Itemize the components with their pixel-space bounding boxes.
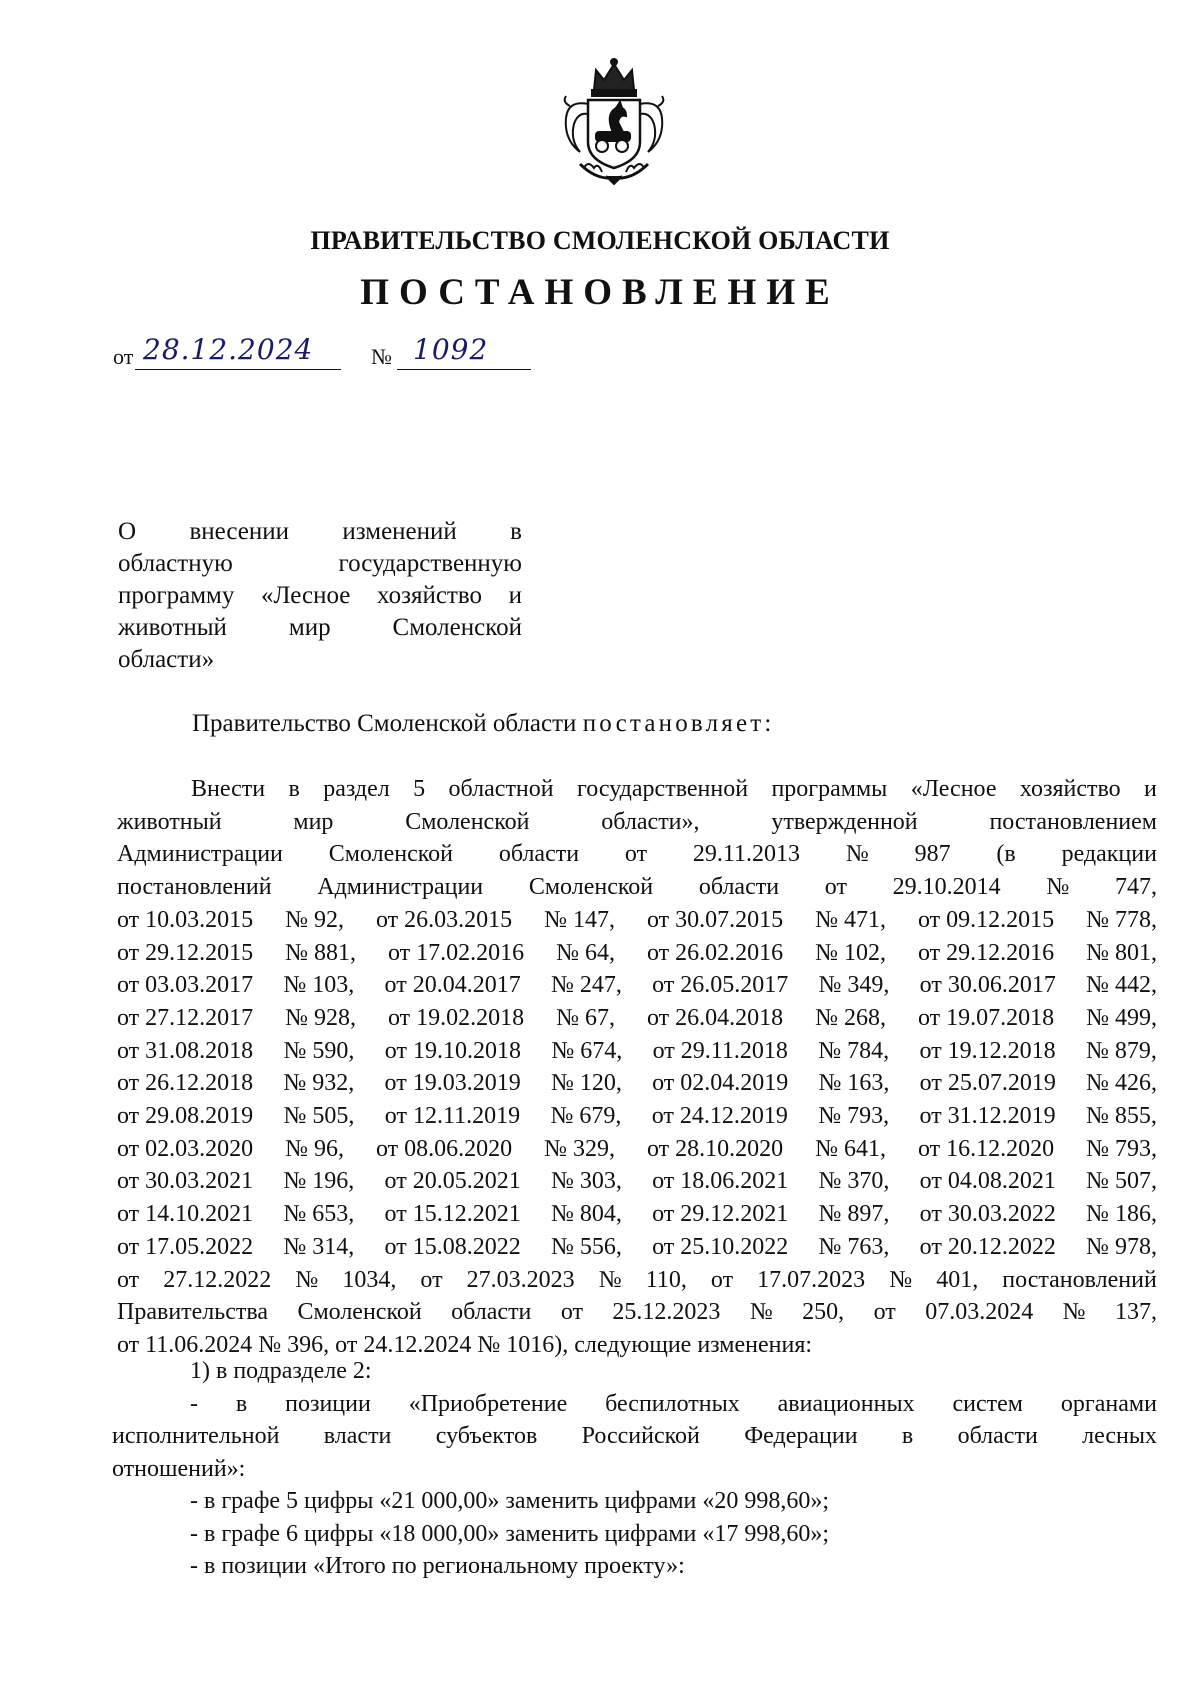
text-token: животный bbox=[118, 614, 227, 641]
title-line bbox=[118, 548, 522, 580]
text-token: программу bbox=[118, 582, 235, 609]
text-token: и bbox=[1144, 776, 1157, 802]
text-token: лесных bbox=[1082, 1423, 1157, 1449]
text-token: от bbox=[117, 1266, 140, 1293]
text-token: от 16.12.2020 bbox=[917, 1135, 1055, 1162]
text-token: № 879, bbox=[1086, 1037, 1157, 1064]
text-token: № bbox=[295, 1266, 319, 1293]
text-token: в bbox=[510, 518, 522, 545]
text-token: 110, bbox=[645, 1266, 687, 1293]
text-token: позиции bbox=[285, 1390, 371, 1417]
text-token: № 196, bbox=[283, 1168, 355, 1195]
text-token: Администрации bbox=[317, 874, 484, 901]
text-token: от bbox=[824, 874, 847, 901]
text-token: от 18.06.2021 bbox=[652, 1168, 789, 1195]
text-token: Правительства bbox=[117, 1299, 269, 1326]
text-token: № 793, bbox=[1086, 1135, 1157, 1162]
paragraph-line bbox=[117, 969, 1157, 1002]
text-token: - в позиции «Итого по региональному проекту»: bbox=[190, 1553, 685, 1579]
text-token: от 08.06.2020 bbox=[375, 1135, 513, 1162]
paragraph-line bbox=[117, 1002, 1157, 1035]
text-token: области bbox=[698, 874, 780, 901]
amendment-items bbox=[112, 1355, 1157, 1583]
government-name: ПРАВИТЕЛЬСТВО СМОЛЕНСКОЙ ОБЛАСТИ bbox=[310, 226, 890, 255]
text-token: - в графе 6 цифры «18 000,00» заменить цифрами «17 998,60»; bbox=[190, 1520, 830, 1547]
text-token: исполнительной bbox=[112, 1423, 280, 1449]
text-token: № 102, bbox=[815, 939, 886, 966]
text-token: № 784, bbox=[818, 1037, 890, 1064]
text-token: беспилотных bbox=[605, 1390, 740, 1417]
text-token: от 31.08.2018 bbox=[117, 1037, 254, 1064]
text-token: от 19.10.2018 bbox=[384, 1037, 521, 1064]
text-token: № 679, bbox=[550, 1103, 622, 1130]
text-token: от 26.12.2018 bbox=[117, 1070, 254, 1097]
text-token: от 29.12.2016 bbox=[917, 939, 1055, 966]
text-token: - в графе 5 цифры «21 000,00» заменить цифрами «20 998,60»; bbox=[190, 1488, 830, 1514]
text-token: № 147, bbox=[544, 906, 616, 933]
text-token: «Лесное bbox=[910, 776, 997, 802]
text-token: 250, bbox=[802, 1299, 845, 1326]
text-token: № 186, bbox=[1086, 1201, 1157, 1228]
paragraph-line bbox=[117, 773, 1157, 806]
item-line bbox=[112, 1485, 1157, 1518]
text-token: № 268, bbox=[815, 1004, 886, 1031]
item-line bbox=[112, 1420, 1157, 1453]
text-token: № 793, bbox=[818, 1103, 890, 1130]
text-token: № 897, bbox=[818, 1201, 890, 1228]
text-token: области» bbox=[118, 646, 215, 673]
text-token: области bbox=[451, 1299, 532, 1326]
paragraph-line bbox=[117, 1198, 1157, 1231]
text-token: постановлений bbox=[1002, 1266, 1157, 1293]
text-token: № 163, bbox=[818, 1070, 890, 1097]
document-type: ПОСТАНОВЛЕНИЕ bbox=[360, 272, 840, 313]
preamble bbox=[192, 710, 775, 738]
text-token: от 20.04.2017 bbox=[384, 972, 521, 999]
text-token: 987 bbox=[914, 841, 951, 868]
text-token: от 26.05.2017 bbox=[652, 972, 789, 999]
text-token: от 19.02.2018 bbox=[387, 1004, 525, 1031]
text-token: от 10.03.2015 bbox=[117, 906, 254, 933]
text-token: внесении bbox=[189, 518, 289, 545]
text-token: от 19.07.2018 bbox=[917, 1004, 1055, 1031]
paragraph-line bbox=[117, 1100, 1157, 1133]
text-token: «Лесное bbox=[261, 582, 351, 609]
preamble-text: Правительство Смоленской области bbox=[192, 710, 583, 737]
title-line bbox=[118, 644, 522, 676]
paragraph-line bbox=[117, 904, 1157, 937]
text-token: 5 bbox=[413, 776, 426, 802]
text-token: 27.12.2022 bbox=[163, 1266, 272, 1293]
text-token: областной bbox=[448, 776, 554, 802]
text-token: № 314, bbox=[283, 1233, 355, 1260]
text-token: от 15.12.2021 bbox=[384, 1201, 521, 1228]
text-token: области bbox=[957, 1423, 1038, 1449]
text-token: авиационных bbox=[777, 1390, 915, 1417]
text-token: от 20.12.2022 bbox=[919, 1233, 1056, 1260]
text-token: мир bbox=[288, 614, 331, 641]
text-token: постановлений bbox=[117, 874, 272, 901]
item-line bbox=[112, 1518, 1157, 1551]
text-token: № bbox=[845, 841, 869, 868]
text-token: № 590, bbox=[283, 1037, 355, 1064]
text-token: № 349, bbox=[818, 972, 890, 999]
text-token: от 29.08.2019 bbox=[117, 1103, 254, 1130]
text-token: животный bbox=[117, 808, 222, 835]
text-token: № bbox=[889, 1266, 913, 1293]
text-token: № bbox=[598, 1266, 622, 1293]
text-token: Смоленской bbox=[328, 841, 454, 868]
text-token: от bbox=[873, 1299, 896, 1326]
text-token: № 932, bbox=[283, 1070, 355, 1097]
text-token: 1034, bbox=[342, 1266, 397, 1293]
text-token: № 67, bbox=[556, 1004, 616, 1031]
text-token: № 96, bbox=[285, 1135, 345, 1162]
text-token: № bbox=[1046, 874, 1070, 901]
text-token: № 247, bbox=[550, 972, 622, 999]
main-paragraph bbox=[117, 773, 1157, 1362]
text-token: от 31.12.2019 bbox=[919, 1103, 1056, 1130]
date-label: от bbox=[113, 344, 134, 369]
text-token: области», bbox=[601, 808, 700, 835]
text-token: от bbox=[710, 1266, 734, 1293]
smolensk-coat-of-arms-icon bbox=[556, 56, 672, 186]
text-token: № 881, bbox=[285, 939, 357, 966]
text-token: 25.12.2023 bbox=[612, 1299, 721, 1326]
text-token: от 20.05.2021 bbox=[384, 1168, 521, 1195]
date-value: 28.12.2024 bbox=[143, 333, 314, 366]
text-token: № 103, bbox=[283, 972, 355, 999]
text-token: от 03.03.2017 bbox=[117, 972, 254, 999]
paragraph-line bbox=[117, 1133, 1157, 1166]
text-token: № 801, bbox=[1086, 939, 1157, 966]
text-token: 27.03.2023 bbox=[466, 1266, 575, 1293]
item-line bbox=[112, 1453, 1157, 1486]
text-token: от 19.12.2018 bbox=[919, 1037, 1056, 1064]
text-token: № 329, bbox=[544, 1135, 616, 1162]
text-token: Смоленской bbox=[392, 614, 522, 641]
date-underline bbox=[135, 369, 341, 370]
text-token: от 24.12.2019 bbox=[651, 1103, 788, 1130]
text-token: от 26.04.2018 bbox=[646, 1004, 784, 1031]
text-token: от 29.12.2021 bbox=[652, 1201, 789, 1228]
text-token: № bbox=[749, 1299, 773, 1326]
text-token: от 30.03.2022 bbox=[919, 1201, 1056, 1228]
text-token: № 778, bbox=[1086, 906, 1157, 933]
text-token: 747, bbox=[1114, 874, 1157, 901]
paragraph-line bbox=[117, 838, 1157, 871]
text-token: в bbox=[901, 1423, 914, 1449]
text-token: Смоленской bbox=[297, 1299, 422, 1326]
number-value: 1092 bbox=[413, 333, 489, 366]
number-label: № bbox=[371, 344, 392, 369]
text-token: № 641, bbox=[815, 1135, 886, 1162]
paragraph-line bbox=[117, 1296, 1157, 1329]
text-token: О bbox=[118, 518, 137, 545]
text-token: (в bbox=[996, 841, 1016, 868]
text-token: от 30.06.2017 bbox=[919, 972, 1056, 999]
text-token: от 25.07.2019 bbox=[919, 1070, 1056, 1097]
text-token: № 855, bbox=[1086, 1103, 1157, 1130]
text-token: мир bbox=[293, 808, 334, 835]
paragraph-line bbox=[117, 937, 1157, 970]
text-token: от 15.08.2022 bbox=[384, 1233, 521, 1260]
text-token: от 28.10.2020 bbox=[646, 1135, 784, 1162]
text-token: от 27.12.2017 bbox=[117, 1004, 254, 1031]
text-token: власти bbox=[323, 1423, 392, 1449]
text-token: отношений»: bbox=[112, 1455, 246, 1482]
text-token: от 11.06.2024 № 396, от 24.12.2024 № 1016), следующие изменения: bbox=[117, 1331, 813, 1358]
text-token: от 26.02.2016 bbox=[646, 939, 784, 966]
text-token: Администрации bbox=[117, 841, 283, 868]
text-token: № 303, bbox=[550, 1168, 622, 1195]
text-token: от 12.11.2019 bbox=[384, 1103, 521, 1130]
text-token: № 499, bbox=[1086, 1004, 1157, 1031]
text-token: № 120, bbox=[550, 1070, 622, 1097]
text-token: от bbox=[624, 841, 648, 868]
text-token: от bbox=[560, 1299, 583, 1326]
text-token: от 19.03.2019 bbox=[384, 1070, 521, 1097]
text-token: от 09.12.2015 bbox=[917, 906, 1055, 933]
text-token: Федерации bbox=[744, 1423, 858, 1449]
paragraph-line bbox=[117, 806, 1157, 839]
text-token: и bbox=[508, 582, 522, 609]
text-token: № 556, bbox=[550, 1233, 622, 1260]
text-token: в bbox=[288, 776, 300, 802]
text-token: от 17.02.2016 bbox=[387, 939, 525, 966]
text-token: 07.03.2024 bbox=[925, 1299, 1034, 1326]
text-token: от 14.10.2021 bbox=[117, 1201, 254, 1228]
text-token: - bbox=[190, 1390, 198, 1417]
text-token: государственной bbox=[577, 776, 749, 802]
text-token: программы bbox=[771, 776, 888, 802]
text-token: 29.11.2013 bbox=[692, 841, 801, 868]
text-token: органами bbox=[1060, 1390, 1157, 1417]
text-token: от 02.03.2020 bbox=[117, 1135, 254, 1162]
text-token: от 25.10.2022 bbox=[652, 1233, 789, 1260]
text-token: № 442, bbox=[1086, 972, 1157, 999]
text-token: раздел bbox=[323, 776, 390, 802]
text-token: № 92, bbox=[285, 906, 345, 933]
text-token: в bbox=[235, 1390, 248, 1417]
text-token: от 17.05.2022 bbox=[117, 1233, 254, 1260]
document-title bbox=[118, 516, 522, 676]
text-token: от 04.08.2021 bbox=[919, 1168, 1056, 1195]
text-token: Российской bbox=[581, 1423, 700, 1449]
text-token: № 471, bbox=[815, 906, 886, 933]
text-token: № bbox=[1062, 1299, 1086, 1326]
paragraph-line bbox=[117, 1231, 1157, 1264]
text-token: № 928, bbox=[285, 1004, 357, 1031]
text-token: утвержденной bbox=[771, 808, 918, 835]
paragraph-line bbox=[117, 1165, 1157, 1198]
text-token: от 29.11.2018 bbox=[652, 1037, 788, 1064]
text-token: № 370, bbox=[818, 1168, 890, 1195]
title-line bbox=[118, 516, 522, 548]
text-token: 17.07.2023 bbox=[757, 1266, 866, 1293]
text-token: № 978, bbox=[1086, 1233, 1157, 1260]
text-token: от 29.12.2015 bbox=[117, 939, 254, 966]
text-token: Смоленской bbox=[528, 874, 654, 901]
text-token: 137, bbox=[1114, 1299, 1157, 1326]
paragraph-line bbox=[117, 1264, 1157, 1297]
text-token: областную bbox=[118, 550, 233, 577]
text-token: изменений bbox=[342, 518, 457, 545]
text-token: систем bbox=[952, 1390, 1023, 1417]
paragraph-line bbox=[117, 1067, 1157, 1100]
preamble-spaced-word: постановляет: bbox=[582, 710, 775, 737]
item-line bbox=[112, 1388, 1157, 1421]
text-token: государственную bbox=[338, 550, 522, 577]
text-token: 29.10.2014 bbox=[892, 874, 1001, 901]
paragraph-line bbox=[117, 871, 1157, 904]
text-token: № 674, bbox=[551, 1037, 623, 1064]
text-token: области bbox=[498, 841, 580, 868]
text-token: № 763, bbox=[818, 1233, 890, 1260]
text-token: от 30.07.2015 bbox=[646, 906, 784, 933]
text-token: от 02.04.2019 bbox=[652, 1070, 789, 1097]
text-token: 1) в подразделе 2: bbox=[190, 1358, 372, 1384]
text-token: Внести bbox=[191, 776, 266, 802]
title-line bbox=[118, 612, 522, 644]
text-token: хозяйство bbox=[377, 582, 482, 609]
text-token: № 804, bbox=[550, 1201, 622, 1228]
text-token: от 26.03.2015 bbox=[375, 906, 513, 933]
text-token: № 505, bbox=[283, 1103, 355, 1130]
date-number-line bbox=[113, 333, 613, 378]
text-token: № 653, bbox=[283, 1201, 355, 1228]
paragraph-line bbox=[117, 1035, 1157, 1068]
text-token: от 30.03.2021 bbox=[117, 1168, 254, 1195]
text-token: 401, bbox=[936, 1266, 979, 1293]
text-token: хозяйство bbox=[1019, 776, 1121, 802]
item-line bbox=[112, 1550, 1157, 1583]
text-token: от bbox=[420, 1266, 443, 1293]
text-token: «Приобретение bbox=[408, 1390, 568, 1417]
item-line bbox=[112, 1355, 1157, 1388]
text-token: постановлением bbox=[989, 808, 1157, 835]
title-line bbox=[118, 580, 522, 612]
text-token: № 64, bbox=[556, 939, 616, 966]
text-token: № 426, bbox=[1086, 1070, 1157, 1097]
text-token: Смоленской bbox=[405, 808, 530, 835]
number-underline bbox=[397, 369, 531, 370]
text-token: № 507, bbox=[1086, 1168, 1157, 1195]
text-token: субъектов bbox=[435, 1423, 538, 1449]
text-token: редакции bbox=[1061, 841, 1157, 868]
